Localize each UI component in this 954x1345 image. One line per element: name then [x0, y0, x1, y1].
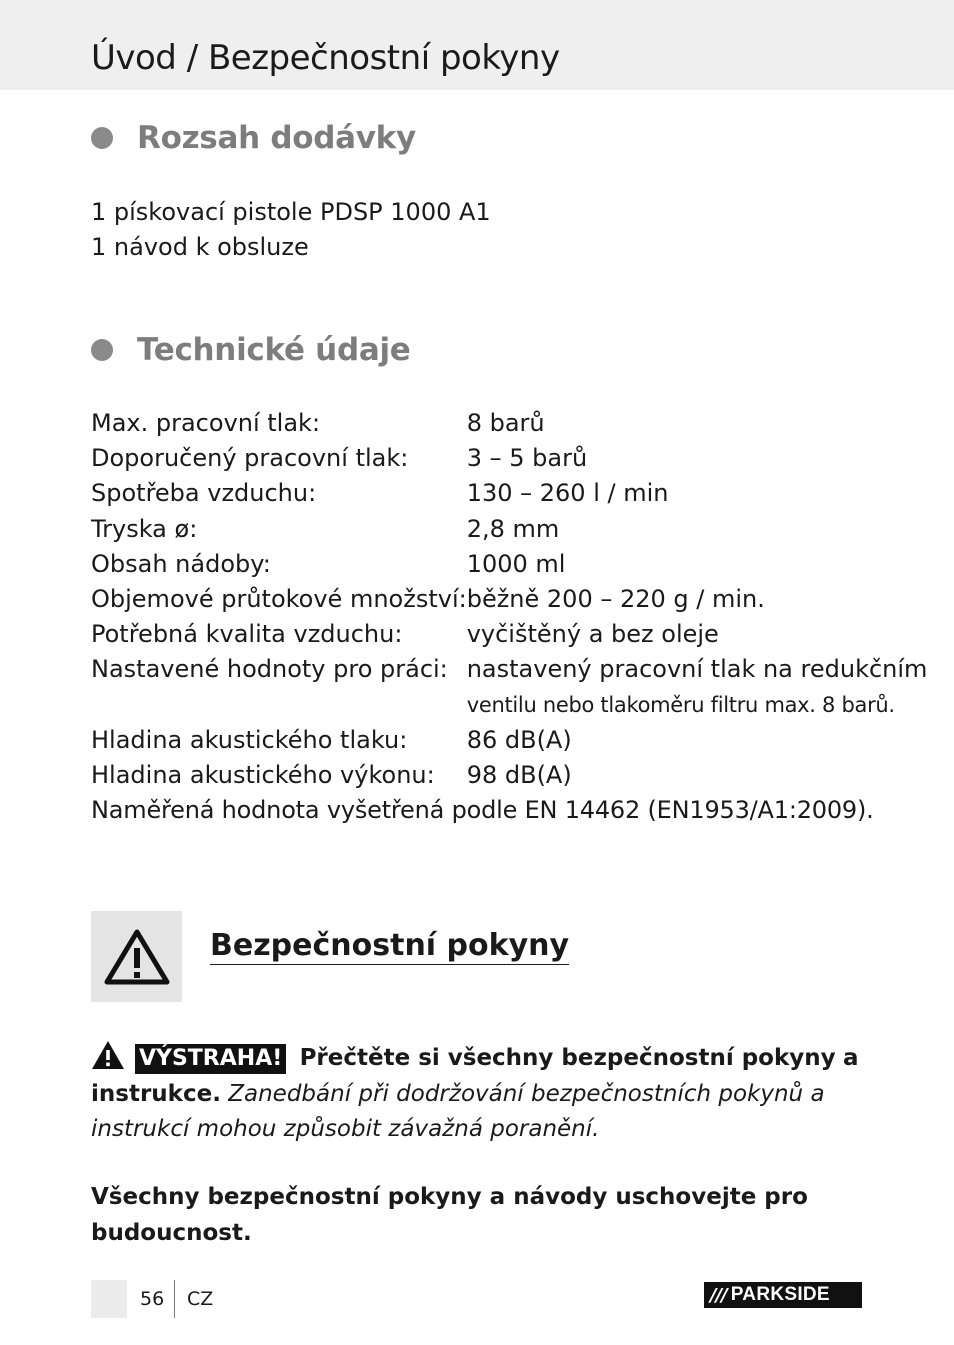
- warning-bold-text: a instrukce.: [91, 1045, 859, 1107]
- spec-value: 2,8 mm: [466, 514, 560, 543]
- spec-label: [91, 688, 467, 723]
- spec-value: vyčištěný a bez oleje: [466, 620, 719, 649]
- spec-label: Hladina akustického tlaku:: [91, 725, 408, 754]
- spec-row: [91, 652, 927, 687]
- filled-circle-icon: [91, 127, 113, 149]
- page-number: 56: [140, 1288, 165, 1310]
- spec-row: [91, 758, 927, 793]
- spec-label: Potřebná kvalita vzduchu:: [91, 620, 403, 649]
- keep-instructions: Všechny bezpečnostní pokyny a návody uschovejte pro budoucnost.: [91, 1184, 808, 1246]
- spec-row: [91, 688, 927, 723]
- spec-value: nastavený pracovní tlak na redukčním: [466, 655, 928, 684]
- spec-label: Nastavené hodnoty pro práci:: [91, 655, 448, 684]
- spec-label: Obsah nádoby:: [91, 549, 271, 578]
- brand-logo: [704, 1282, 862, 1308]
- safety-heading: Bezpečnostní pokyny: [210, 928, 570, 963]
- footer-divider: [174, 1280, 175, 1318]
- spec-table: [91, 406, 927, 793]
- spec-row: [91, 723, 927, 758]
- spec-label: Spotřeba vzduchu:: [91, 479, 317, 508]
- spec-value: 8 barů: [466, 409, 545, 437]
- delivery-item: 1 pískovací pistole PDSP 1000 A1: [91, 198, 491, 226]
- spec-row: [91, 617, 927, 652]
- technical-section-heading: [91, 332, 411, 368]
- brand-stripes: ///: [710, 1284, 727, 1306]
- spec-label: Hladina akustického výkonu:: [91, 761, 435, 790]
- warning-triangle-icon: [91, 1040, 125, 1070]
- delivery-section-heading: [91, 120, 416, 156]
- spec-value: ventilu nebo tlakoměru filtru max. 8 barů.: [466, 692, 895, 717]
- language-code: CZ: [187, 1288, 214, 1310]
- spec-row: [91, 582, 927, 617]
- delivery-heading: Rozsah dodávky: [137, 120, 416, 156]
- spec-row: [91, 441, 927, 476]
- warning-paragraph: [91, 1040, 871, 1148]
- spec-value: 98 dB(A): [466, 761, 572, 790]
- measurement-note: Naměřená hodnota vyšetřená podle EN 14462 (EN1953/A1:2009).: [91, 796, 874, 824]
- technical-heading: Technické údaje: [137, 332, 411, 368]
- spec-label: Tryska ø:: [91, 514, 198, 543]
- spec-value: 3 – 5 barů: [466, 444, 588, 473]
- filled-circle-icon: [91, 339, 113, 361]
- spec-label: Max. pracovní tlak:: [91, 409, 321, 437]
- spec-value: běžně 200 – 220 g / min.: [466, 585, 765, 614]
- warning-bold-text: Přečtěte si všechny bezpečnostní pokyny: [299, 1045, 836, 1071]
- footer-block: [91, 1280, 127, 1318]
- warning-badge: VÝSTRAHA!: [135, 1044, 286, 1074]
- spec-row: [91, 547, 927, 582]
- brand-name: PARKSIDE: [730, 1284, 830, 1305]
- spec-value: 86 dB(A): [466, 725, 572, 754]
- safety-icon-box: [91, 911, 182, 1002]
- page-title: Úvod / Bezpečnostní pokyny: [91, 38, 560, 78]
- spec-label: Doporučený pracovní tlak:: [91, 444, 409, 473]
- spec-value: 130 – 260 l / min: [466, 479, 669, 508]
- warning-triangle-icon: [103, 928, 171, 986]
- spec-row: [91, 476, 927, 511]
- warning-italic-text: Zanedbání při dodržování bezpečnostních pokynů a instrukcí mohou způsobit závažná poranění.: [91, 1080, 825, 1142]
- spec-row: [91, 512, 927, 547]
- delivery-item: 1 návod k obsluze: [91, 233, 309, 261]
- spec-row: [91, 406, 927, 441]
- spec-label: Objemové průtokové množství:: [91, 585, 467, 614]
- spec-value: 1000 ml: [466, 549, 566, 578]
